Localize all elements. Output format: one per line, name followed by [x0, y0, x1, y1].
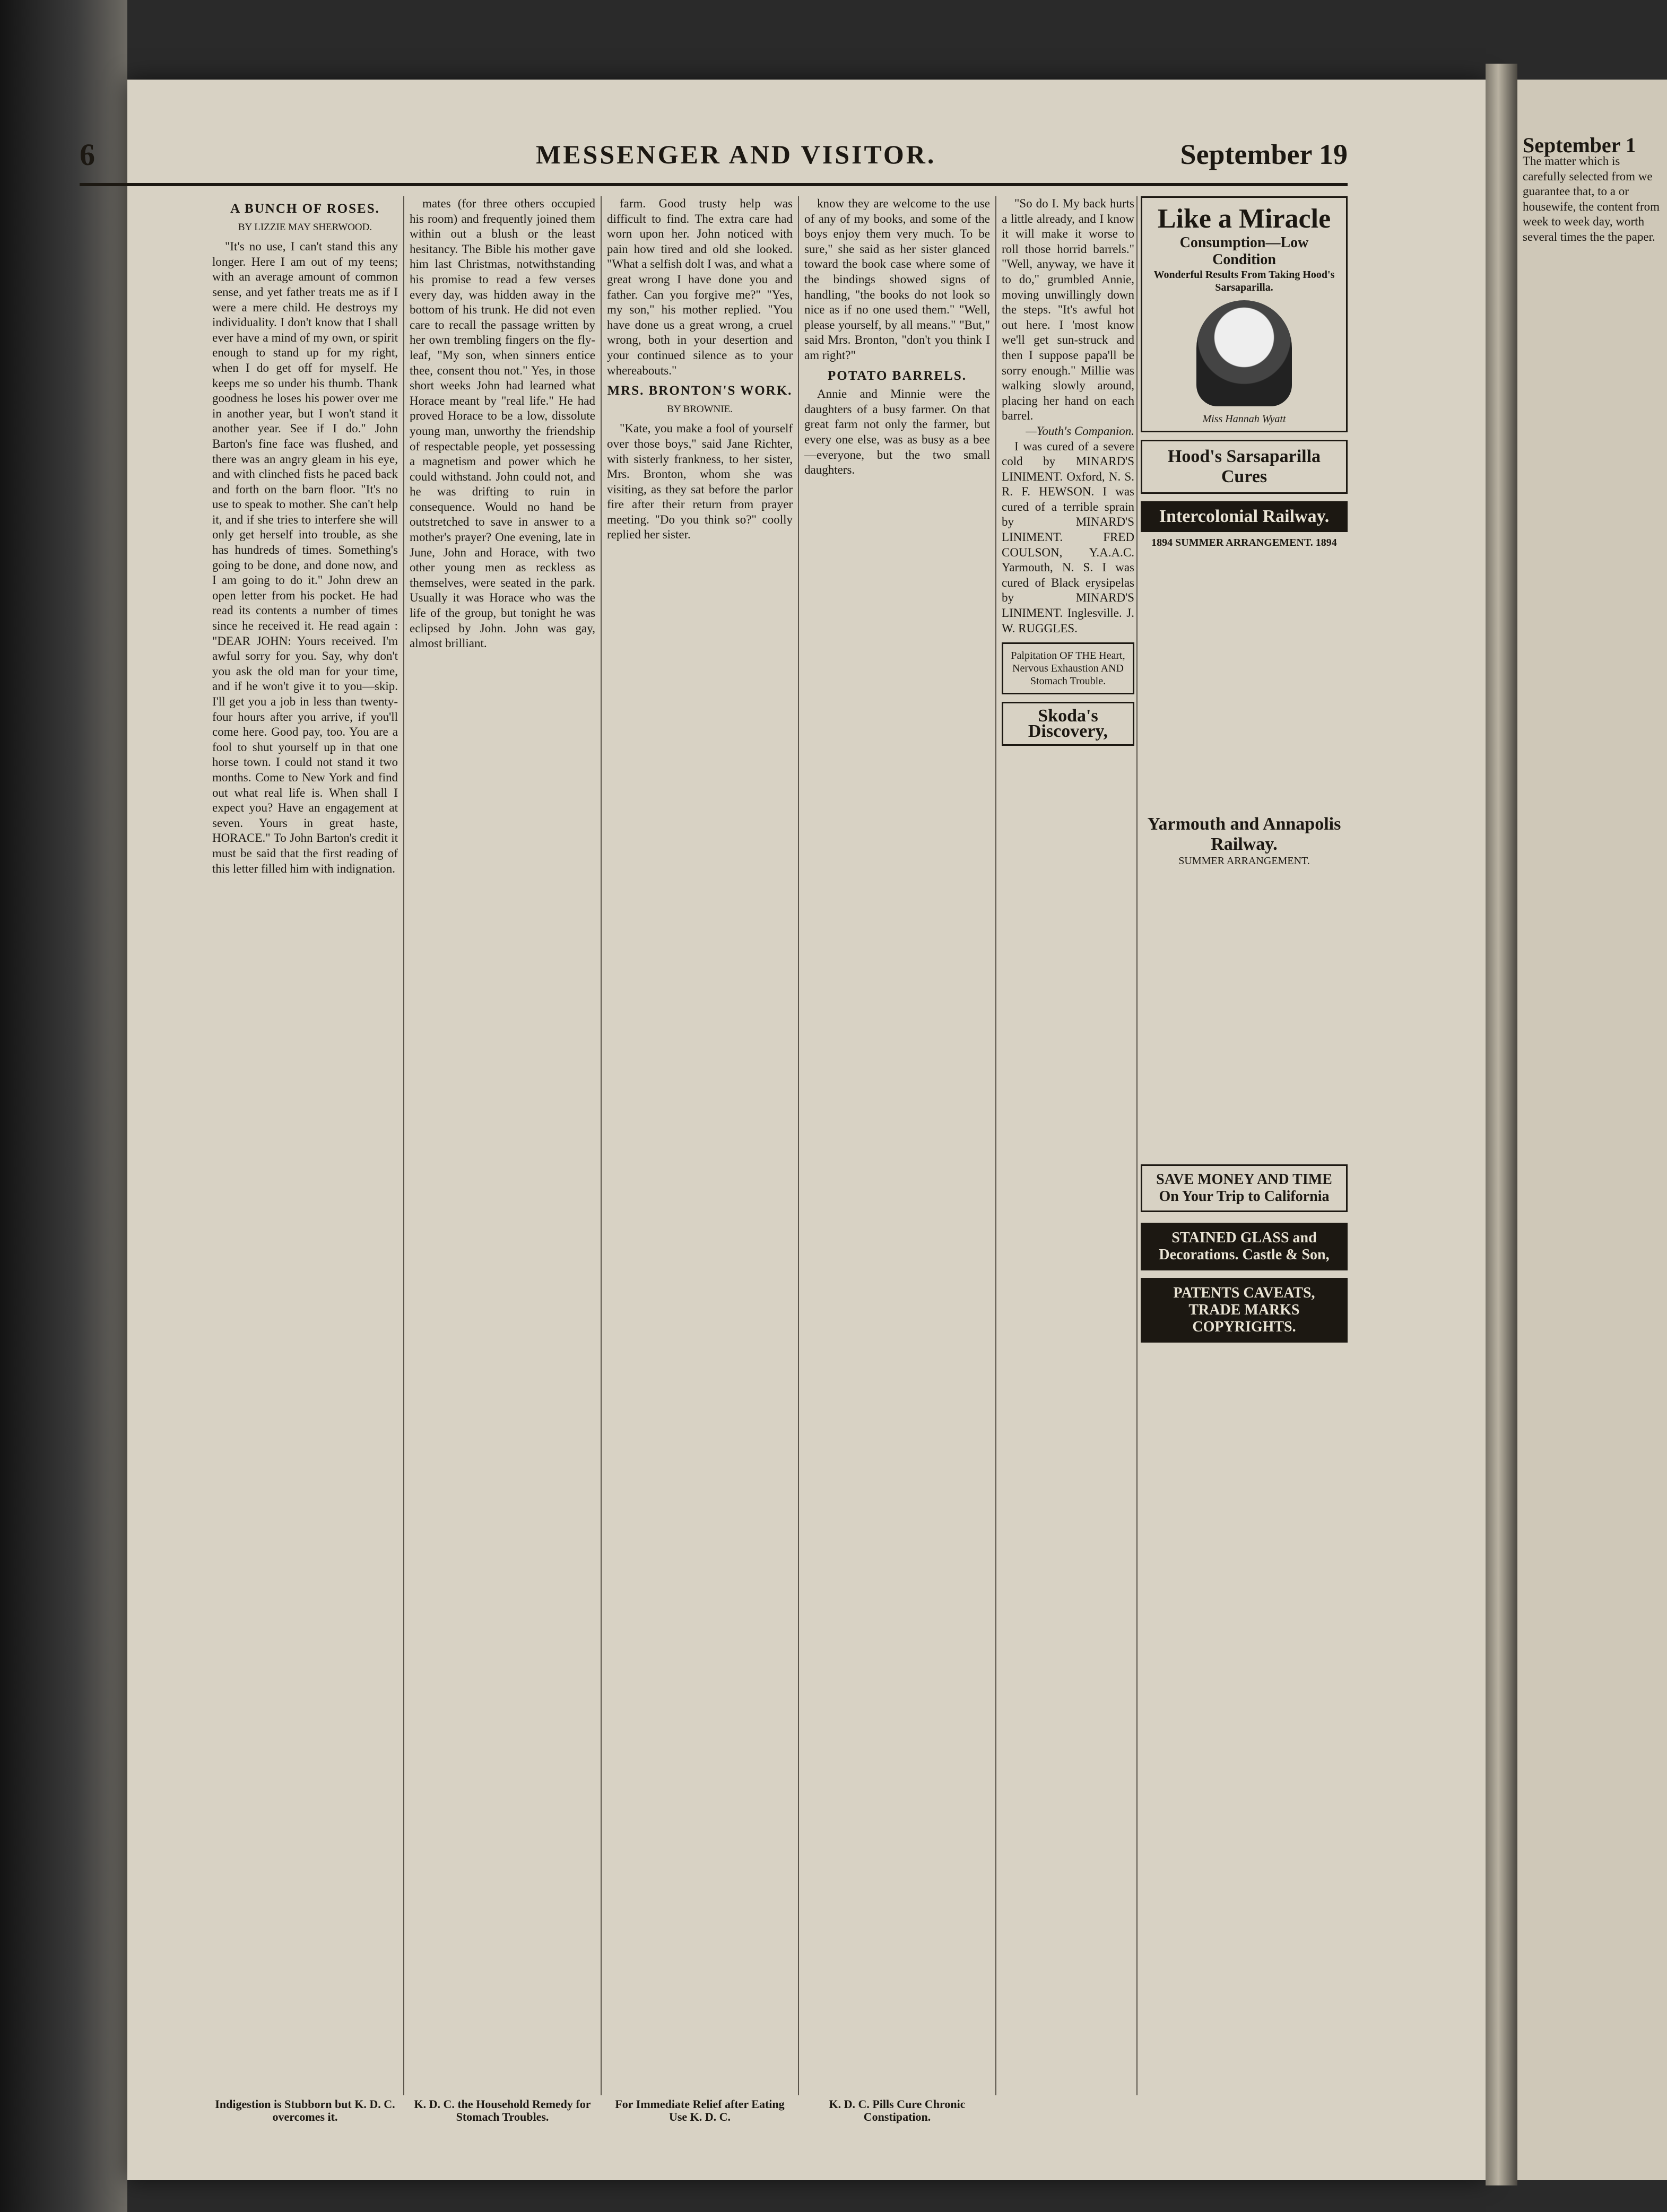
- stained-glass-ad: STAINED GLASS and Decorations. Castle & Son,: [1141, 1223, 1348, 1270]
- hoods-miracle-ad: [1141, 196, 1348, 432]
- column-rule: [995, 196, 996, 2095]
- palpitation-ad: Palpitation OF THE Heart, Nervous Exhaustion AND Stomach Trouble.: [1002, 642, 1134, 694]
- masthead: [80, 133, 1348, 180]
- patents-ad: PATENTS CAVEATS, TRADE MARKS COPYRIGHTS.: [1141, 1278, 1348, 1343]
- yarmouth-arrangement: SUMMER ARRANGEMENT.: [1178, 855, 1310, 867]
- ad-subhead: Consumption—Low Condition: [1179, 234, 1309, 268]
- column-3: [607, 196, 793, 2095]
- column-4: [804, 196, 990, 2095]
- page-gutter: [1486, 64, 1517, 2185]
- adjacent-page: [1517, 80, 1667, 2180]
- column-footer: K. D. C. the Household Remedy for Stomach Troubles.: [414, 2097, 591, 2123]
- column-footer: K. D. C. Pills Cure Chronic Constipation.: [829, 2097, 966, 2123]
- column-2: [410, 196, 595, 2095]
- source-credit: —Youth's Companion.: [1026, 424, 1134, 438]
- portrait-caption: Miss Hannah Wyatt: [1202, 413, 1286, 425]
- hoods-cures-ad: Hood's Sarsaparilla Cures: [1141, 440, 1348, 494]
- yarmouth-railway-heading: Yarmouth and Annapolis Railway.: [1147, 814, 1341, 854]
- skoda-ad: Skoda's Discovery,: [1002, 702, 1134, 746]
- paper-title: MESSENGER AND VISITOR.: [536, 140, 936, 169]
- liniment-testimonials: I was cured of a severe cold by MINARD'S LINIMENT. Oxford, N. S. R. F. HEWSON. I was cured of a terrible sprain by MINARD'S LINIMENT. FRED COULSON, Y.A.A.C. Yarmouth, N. S. I was cured of Black erysipelas by MINARD'S LINIMENT. Inglesville. J. W. RUGGLES.: [1002, 439, 1134, 635]
- story-heading-bunch-of-roses: A BUNCH OF ROSES.: [230, 202, 380, 216]
- story-text: "So do I. My back hurts a little already, and I know it will make it worse to roll those horrid barrels." "Well, anyway, we have it to do," grumbled Annie, moving unwillingly down the steps. "It's awful hot out here. I 'most know we'll get sun-struck and then I suppose papa'll be sorry enough." Millie was walking slowly around, placing her hand on each barrel.: [1002, 197, 1134, 423]
- adjacent-page-text: The matter which is carefully selected from we guarantee that, to a or housewife, the content from week to week day, worth several times the the paper.: [1523, 154, 1660, 243]
- story-text: know they are welcome to the use of any of my books, and some of the boys enjoy them very much. To be sure," she said as her sister glanced toward the book case where some of the bindings showed signs of handling, "the books do not look so nice as if no one used them." "Well, please yourself, by all means." "But," said Mrs. Bronton, "don't you think I am right?": [804, 197, 990, 362]
- ad-headline: Like a Miracle: [1157, 204, 1331, 234]
- page-number: 6: [80, 137, 95, 172]
- railway-arrangement: 1894 SUMMER ARRANGEMENT. 1894: [1151, 537, 1337, 548]
- column-rule: [601, 196, 602, 2095]
- railway-banner: Intercolonial Railway.: [1141, 501, 1348, 532]
- story-heading-mrs-bronton: MRS. BRONTON'S WORK.: [607, 384, 793, 398]
- column-1: [212, 196, 398, 2095]
- portrait-illustration: [1196, 300, 1292, 406]
- story-text: "Kate, you make a fool of yourself over those boys," said Jane Richter, with sisterly frankness, to her sister, Mrs. Bronton, whom she was visiting, as they sat before the parlor fire after their return from prayer meeting. "Do you think so?" coolly replied her sister.: [607, 422, 793, 542]
- story-text: Annie and Minnie were the daughters of a busy farmer. On that great farm not only the farmer, but every one else, was as busy as a bee—everyone, but the two small daughters.: [804, 387, 990, 477]
- column-footer: For Immediate Relief after Eating Use K. D. C.: [615, 2097, 785, 2123]
- story-text: mates (for three others occupied his room) and frequently joined them within out a blush or the least hesitancy. The Bible his mother gave him last Christmas, notwithstanding his promise to read a few verses every day, was hidden away in the bottom of his trunk. He did not even care to recall the passage written by her own trembling fingers on the fly-leaf, "My son, when sinners entice thee, consent thou not." Yes, in those short weeks John had learned what Horace meant by "real life." He had proved Horace to be a low, dissolute young man, unworthy the friendship of respectable people, yet possessing a magnetism and power which he could withstand. John could not, and he was drifting to ruin in consequence. Would no hand be outstretched to save in answer to a mother's prayer? One evening, late in June, John and Horace, with two other young men as reckless as themselves, were seated in the park. Usually it was Horace who was the life of the group, but tonight he was eclipsed by John. John was gay, almost brilliant.: [410, 197, 595, 650]
- california-ad: SAVE MONEY AND TIME On Your Trip to California: [1141, 1164, 1348, 1212]
- column-rule: [1136, 196, 1138, 2095]
- ad-column: [1141, 196, 1348, 2122]
- column-rule: [403, 196, 404, 2095]
- byline: BY LIZZIE MAY SHERWOOD.: [238, 221, 372, 233]
- scan-binding-shadow: [0, 0, 127, 2212]
- column-rule: [798, 196, 799, 2095]
- story-text: farm. Good trusty help was difficult to find. The extra care had worn upon her. John noticed with pain how tired and old she looked. "What a selfish dolt I was, and what a great wrong I have done you and father. Can you forgive me?" "Yes, my son," his mother replied. "You have done us a great wrong, a cruel wrong, both in your desertion and your continued silence as to your whereabouts.": [607, 197, 793, 377]
- ad-line: Wonderful Results From Taking Hood's Sarsaparilla.: [1153, 269, 1335, 293]
- story-text: "It's no use, I can't stand this any longer. Here I am out of my teens; with an average amount of common sense, and yet father treats me as if I were a mere child. He destroys my individuality. I don't know that I shall ever have a mind of my own, or spirit enough to stand up for my right, when I do get off for myself. He keeps me so under his thumb. Thank goodness he loses his power over me in another year, but I won't stand it another year. See if I do." John Barton's fine face was flushed, and there was an angry gleam in his eye, and with clinched fists he paced back and forth on the barn floor. "It's no use to speak to mother. She can't help it, and if she tries to interfere she will only get herself into trouble, as she has hundreds of times. Something's going to be done, and done now, and I am going to do it." John drew an open letter from his pocket. He had read its contents a number of times since he received it. He read again : "DEAR JOHN: Yours received. I'm awful sorry for you. Say, why don't you ask the old man for your time, and if he won't give it to you—skip. I'll get you a job in less than twenty-four hours after you arrive, if you'll come here. Good pay, too. You are a fool to shut yourself up in that one horse town. I could not stand it two months. Come to New York and find out what real life is. When shall I expect you? Have an engagement at seven. Yours in great haste, HORACE." To John Barton's credit it must be said that the first reading of this letter filled him with indignation.: [212, 240, 398, 875]
- story-heading-potato-barrels: POTATO BARRELS.: [828, 368, 967, 383]
- issue-date: September 19: [1180, 138, 1348, 170]
- masthead-rule: [80, 183, 1348, 186]
- adjacent-page-header: September 1: [1523, 133, 1636, 157]
- byline: BY BROWNIE.: [667, 403, 733, 415]
- column-footer: Indigestion is Stubborn but K. D. C. overcomes it.: [215, 2097, 395, 2123]
- column-5: [1002, 196, 1134, 2095]
